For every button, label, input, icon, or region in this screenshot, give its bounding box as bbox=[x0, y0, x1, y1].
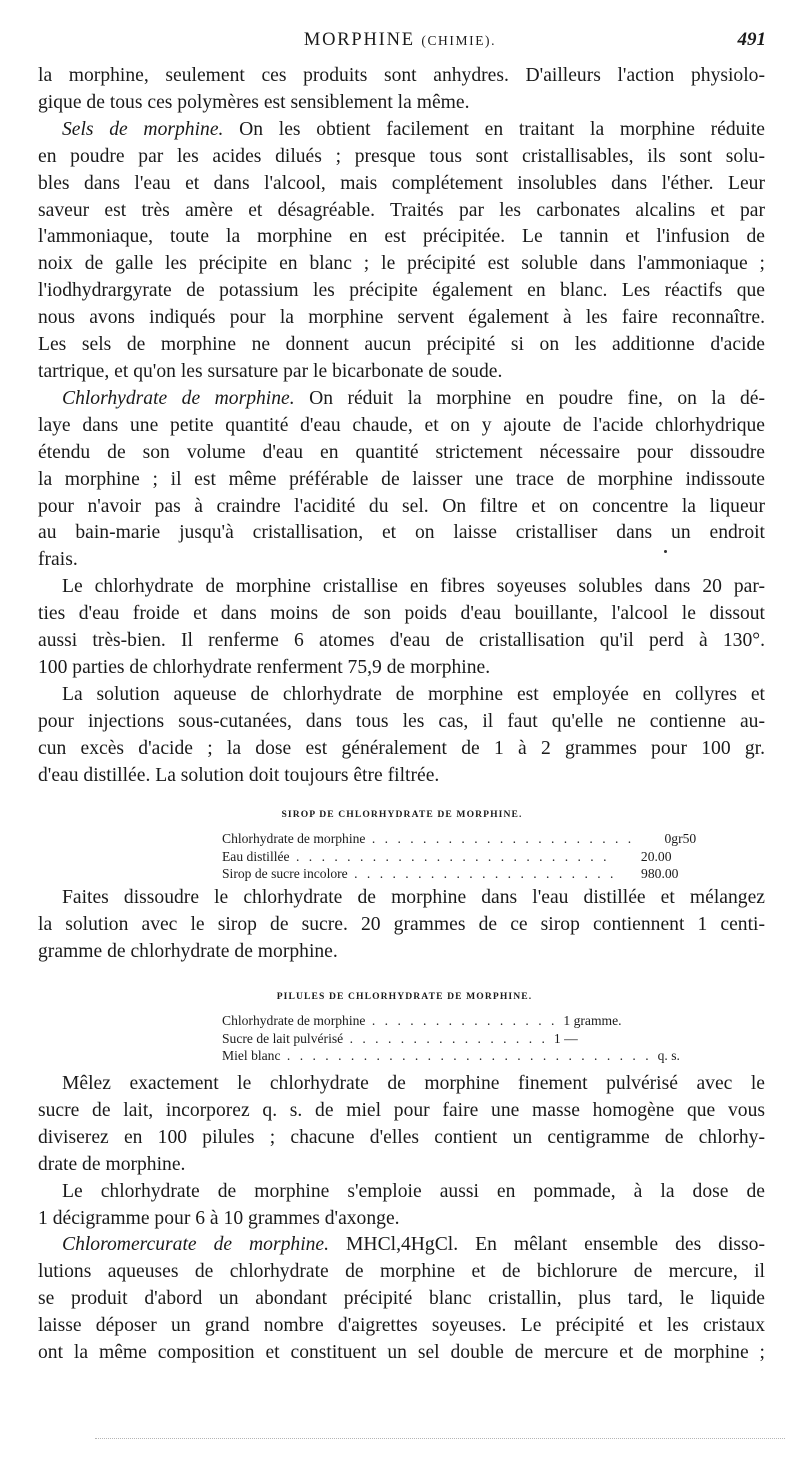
text-line: gramme de chlorhydrate de morphine. bbox=[38, 940, 338, 962]
body-text-top bbox=[38, 63, 765, 789]
text-line: étendu de son volume d'eau en quantité strictement nécessaire pour dissoudre bbox=[38, 441, 765, 463]
text-line: diviserez en 100 pilules ; chacune d'elles contient un centigramme de chlorhy- bbox=[38, 1126, 765, 1148]
paragraph-sels-de-morphine bbox=[38, 117, 765, 386]
section-heading-chlorhydrate: Chlorhydrate de morphine. bbox=[62, 387, 295, 409]
text-line: La solution aqueuse de chlorhydrate de morphine est employée en collyres et bbox=[62, 683, 765, 705]
section-heading-sels: Sels de morphine. bbox=[62, 118, 224, 140]
text-line: Le chlorhydrate de morphine cristallise en fibres soyeuses solubles dans 20 par- bbox=[62, 576, 765, 598]
recipe-pilules bbox=[222, 988, 680, 1064]
ingredient-qty: 1 — bbox=[553, 1030, 578, 1046]
text-line: la morphine, seulement ces produits sont anhydres. D'ailleurs l'action physiolo- bbox=[38, 65, 765, 86]
text-line: pour injections sous-cutanées, dans tous les cas, il faut qu'elle ne contienne au- bbox=[38, 710, 765, 732]
body-text-bottom bbox=[38, 1071, 765, 1367]
text-line: Sels de morphine. On les obtient facilement en traitant la morphine réduite bbox=[62, 118, 766, 140]
paragraph-chlorhydrate bbox=[38, 386, 765, 574]
text-line: bles dans l'eau et dans l'alcool, mais complétement insolubles dans l'éther. Leur bbox=[38, 172, 765, 194]
text-line: tartrique, et qu'on les sursature par le bicarbonate de soude. bbox=[38, 360, 503, 382]
text-line: 100 parties de chlorhydrate renferment 75,9 de morphine. bbox=[38, 656, 491, 678]
text-line: en poudre par les acides dilués ; presque tous sont cristallisables, ils sont solu- bbox=[38, 145, 765, 167]
recipe-sirop bbox=[222, 806, 697, 882]
section-heading-chloromercurate: Chloromercurate de morphine. bbox=[62, 1234, 330, 1256]
paragraph-pommade bbox=[38, 1179, 765, 1233]
running-title bbox=[0, 30, 800, 51]
text-line: noix de galle les précipite en blanc ; le précipité est soluble dans l'ammoniaque ; bbox=[38, 253, 765, 275]
recipe-row bbox=[222, 848, 672, 865]
text-line: au bain-marie jusqu'à cristallisation, et on laisse cristalliser dans un endroit bbox=[38, 522, 765, 544]
recipe-row bbox=[222, 830, 697, 847]
text-line: d'eau distillée. La solution doit toujours être filtrée. bbox=[38, 764, 440, 786]
text-line: sucre de lait, incorporez q. s. de miel pour faire une masse homogène que vous bbox=[38, 1099, 765, 1121]
ingredient-qty: 980.00 bbox=[641, 865, 679, 881]
text-line: l'ammoniaque, toute la morphine en est précipitée. Le tannin et l'infusion de bbox=[38, 226, 765, 248]
text-line: Les sels de morphine ne donnent aucun précipité si on les additionne d'acide bbox=[38, 334, 765, 356]
ingredient-qty: 20.00 bbox=[640, 848, 672, 864]
body-text-middle bbox=[38, 885, 765, 966]
text-line: ties d'eau froide et dans moins de son poids d'eau bouillante, l'alcool le dissout bbox=[38, 603, 765, 625]
ingredient-name: Miel blanc . . . . . . . . . . . . . . . . . . . . . . . . . . . . . bbox=[222, 1047, 652, 1063]
text-line: frais. bbox=[38, 549, 78, 571]
bleed-through-line bbox=[95, 1438, 785, 1443]
paragraph-faites-dissoudre bbox=[38, 885, 765, 966]
paragraph-1 bbox=[38, 63, 765, 117]
text-line: gique de tous ces polymères est sensiblement la même. bbox=[38, 91, 470, 113]
text-line: la morphine ; il est même préférable de laisser une trace de morphine indissoute bbox=[38, 468, 765, 490]
recipe-row bbox=[222, 1030, 587, 1047]
text-line: 1 décigramme pour 6 à 10 grammes d'axonge. bbox=[38, 1207, 400, 1229]
text-line: l'iodhydrargyrate de potassium les précipite également en blanc. Les réactifs que bbox=[38, 280, 765, 302]
paragraph-chloromercurate bbox=[38, 1232, 765, 1367]
text-line: laisse déposer un grand nombre d'aigrettes soyeuses. Le précipité et les cristaux bbox=[38, 1315, 765, 1337]
ingredient-name: Chlorhydrate de morphine . . . . . . . . . . . . . . . . . . . . . bbox=[222, 831, 635, 847]
text-line: Chlorhydrate de morphine. On réduit la morphine en poudre fine, on la dé- bbox=[62, 387, 765, 409]
paragraph-solution-aqueuse bbox=[38, 682, 765, 790]
ingredient-name: Sucre de lait pulvérisé . . . . . . . . . . . . . . . . bbox=[222, 1030, 548, 1046]
ingredient-qty: 0gr50 bbox=[664, 831, 697, 847]
text-line: cun excès d'acide ; la dose est généralement de 1 à 2 grammes pour 100 gr. bbox=[38, 737, 765, 759]
text-line: Faites dissoudre le chlorhydrate de morphine dans l'eau distillée et mélangez bbox=[62, 887, 765, 908]
paragraph-cristallise bbox=[38, 574, 765, 682]
paragraph-melez bbox=[38, 1071, 765, 1179]
text-line: Chloromercurate de morphine. MHCl,4HgCl. En mêlant ensemble des disso- bbox=[62, 1234, 765, 1256]
text-line: aussi très-bien. Il renferme 6 atomes d'eau de cristallisation qu'il perd à 130°. bbox=[38, 630, 765, 652]
text-line: drate de morphine. bbox=[38, 1153, 186, 1175]
text-line: laye dans une petite quantité d'eau chaude, et on y ajoute de l'acide chlorhydrique bbox=[38, 414, 765, 436]
text-line: Mêlez exactement le chlorhydrate de morphine finement pulvérisé avec le bbox=[62, 1073, 765, 1094]
text-line: Le chlorhydrate de morphine s'emploie aussi en pommade, à la dose de bbox=[62, 1180, 765, 1202]
ingredient-qty: q. s. bbox=[657, 1047, 680, 1063]
page-number: 491 bbox=[737, 29, 766, 50]
running-title-main: MORPHINE bbox=[303, 30, 415, 50]
text-line: se produit d'abord un abondant précipité blanc cristallin, plus tard, le liquide bbox=[38, 1288, 765, 1310]
recipe-row bbox=[222, 1047, 680, 1064]
print-speck bbox=[664, 550, 667, 553]
text-line: saveur est très amère et désagréable. Traités par les carbonates alcalins et par bbox=[38, 199, 765, 221]
ingredient-name: Sirop de sucre incolore . . . . . . . . . . . . . . . . . . . . . bbox=[222, 865, 617, 881]
recipe-title: PILULES DE CHLORHYDRATE DE MORPHINE. bbox=[276, 991, 533, 1002]
text-line: ont la même composition et constituent un sel double de mercure et de morphine ; bbox=[38, 1342, 765, 1364]
recipe-row bbox=[222, 865, 679, 882]
running-title-section: (CHIMIE). bbox=[421, 33, 497, 48]
text-line: nous avons indiqués pour la morphine servent également à les faire reconnaître. bbox=[38, 307, 765, 329]
text-line: la solution avec le sirop de sucre. 20 grammes de ce sirop contiennent 1 centi- bbox=[38, 913, 765, 935]
text-line: pour n'avoir pas à craindre l'acidité du sel. On filtre et on concentre la liqueur bbox=[38, 495, 765, 517]
ingredient-name: Eau distillée . . . . . . . . . . . . . . . . . . . . . . . . . bbox=[222, 848, 610, 864]
ingredient-qty: 1 gramme. bbox=[563, 1013, 622, 1029]
text-line: lutions aqueuses de chlorhydrate de morphine et de bichlorure de mercure, il bbox=[38, 1261, 765, 1283]
recipe-row bbox=[222, 1012, 622, 1029]
running-header bbox=[0, 27, 800, 59]
ingredient-name: Chlorhydrate de morphine . . . . . . . . . . . . . . . bbox=[222, 1013, 558, 1029]
recipe-title: SIROP DE CHLORHYDRATE DE MORPHINE. bbox=[281, 809, 523, 820]
